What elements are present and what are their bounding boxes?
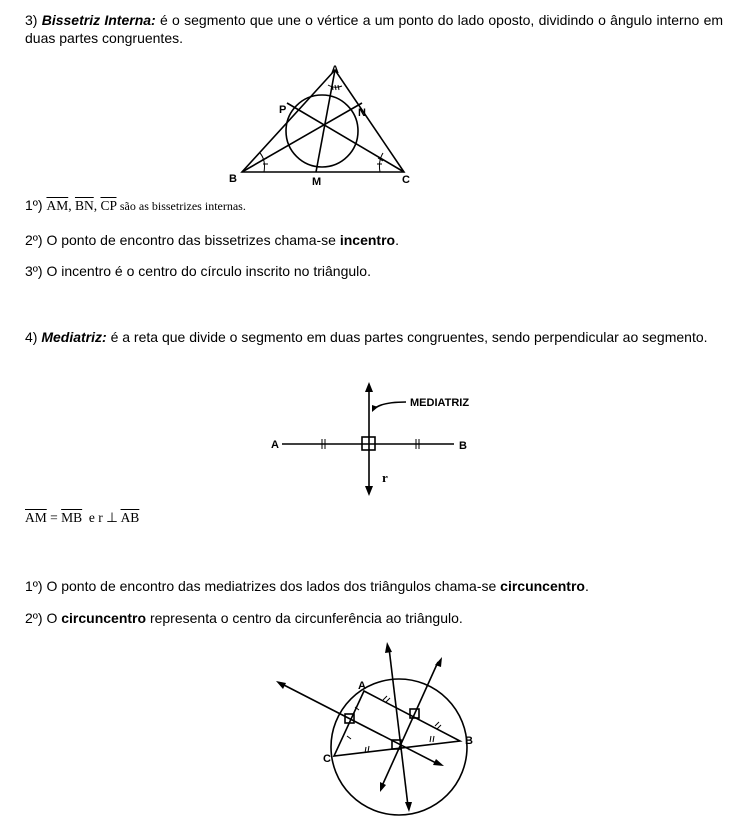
circumcenter-figure [270, 640, 480, 824]
term-circuncentro: circuncentro [500, 578, 585, 594]
section3-definition-text: é o segmento que une o vértice a um ponto do lado oposto, dividindo o ângulo interno em duas partes congruentes. [25, 12, 724, 46]
perp-bisector-ac [280, 683, 438, 764]
label-c3: C [323, 753, 331, 765]
label-mediatriz: MEDIATRIZ [410, 397, 470, 409]
item1-number: 1º) [25, 197, 43, 213]
label-a3: A [358, 680, 366, 692]
section4-definition-text: é a reta que divide o segmento em duas partes congruentes, sendo perpendicular ao segmento. [110, 329, 708, 345]
perp-bisector-bc [389, 648, 408, 806]
section3-item1: 1º) $\overline{AM}$, $\overline{BN}$, $\overline{CP}$ são as bissetrizes internas. [25, 197, 246, 213]
mediatriz-figure [268, 380, 498, 504]
section4-term: Mediatriz: [41, 329, 107, 345]
section4-number: 4) [25, 329, 38, 345]
mediatriz-pointer [373, 402, 406, 410]
inscribed-circle [286, 95, 358, 167]
section4-item2: 2º) O circuncentro representa o centro da circunferência ao triângulo. [25, 610, 463, 626]
label-n: N [358, 107, 366, 119]
item1-text: são as bissetrizes internas. [119, 199, 246, 213]
term-circuncentro-2: circuncentro [61, 610, 147, 626]
triangle-abc [242, 70, 404, 172]
label-r: r [382, 470, 388, 485]
section3-item2: 2º) O ponto de encontro das bissetrizes chama-se incentro. [25, 232, 399, 248]
section4-item1: 1º) O ponto de encontro das mediatrizes dos lados dos triângulos chama-se circuncentro. [25, 578, 589, 594]
segment-am2: $\overline{AM}$ [25, 510, 47, 525]
section3-term: Bissetriz Interna: [41, 12, 156, 28]
segment-am: $\overline{AM}$ [46, 198, 69, 213]
label-p: P [279, 104, 287, 116]
section4-definition [25, 328, 723, 346]
label-b: B [229, 173, 237, 185]
label-m: M [312, 176, 322, 188]
section3-number: 3) [25, 12, 38, 28]
label-b3: B [465, 735, 473, 747]
segment-bn: $\overline{BN}$ [74, 198, 94, 213]
label-a: A [331, 64, 339, 76]
label-a2: A [271, 439, 279, 451]
label-b2: B [459, 440, 467, 452]
section3-item3: 3º) O incentro é o centro do círculo inscrito no triângulo. [25, 263, 371, 279]
segment-cp: $\overline{CP}$ [100, 198, 117, 213]
bisector-triangle-figure [228, 60, 418, 190]
label-c: C [402, 174, 410, 186]
angle-mark-b [260, 153, 265, 172]
section3-definition [25, 11, 723, 47]
angle-mark-c [379, 153, 383, 172]
segment-ab2: $\overline{AB}$ [120, 510, 140, 525]
term-incentro: incentro [339, 232, 396, 248]
mediatriz-relation: $\overline{AM} = \overline{MB}$ e r ⊥ $\overline{AB}$ [25, 510, 140, 525]
segment-mb: $\overline{MB}$ [61, 510, 83, 525]
